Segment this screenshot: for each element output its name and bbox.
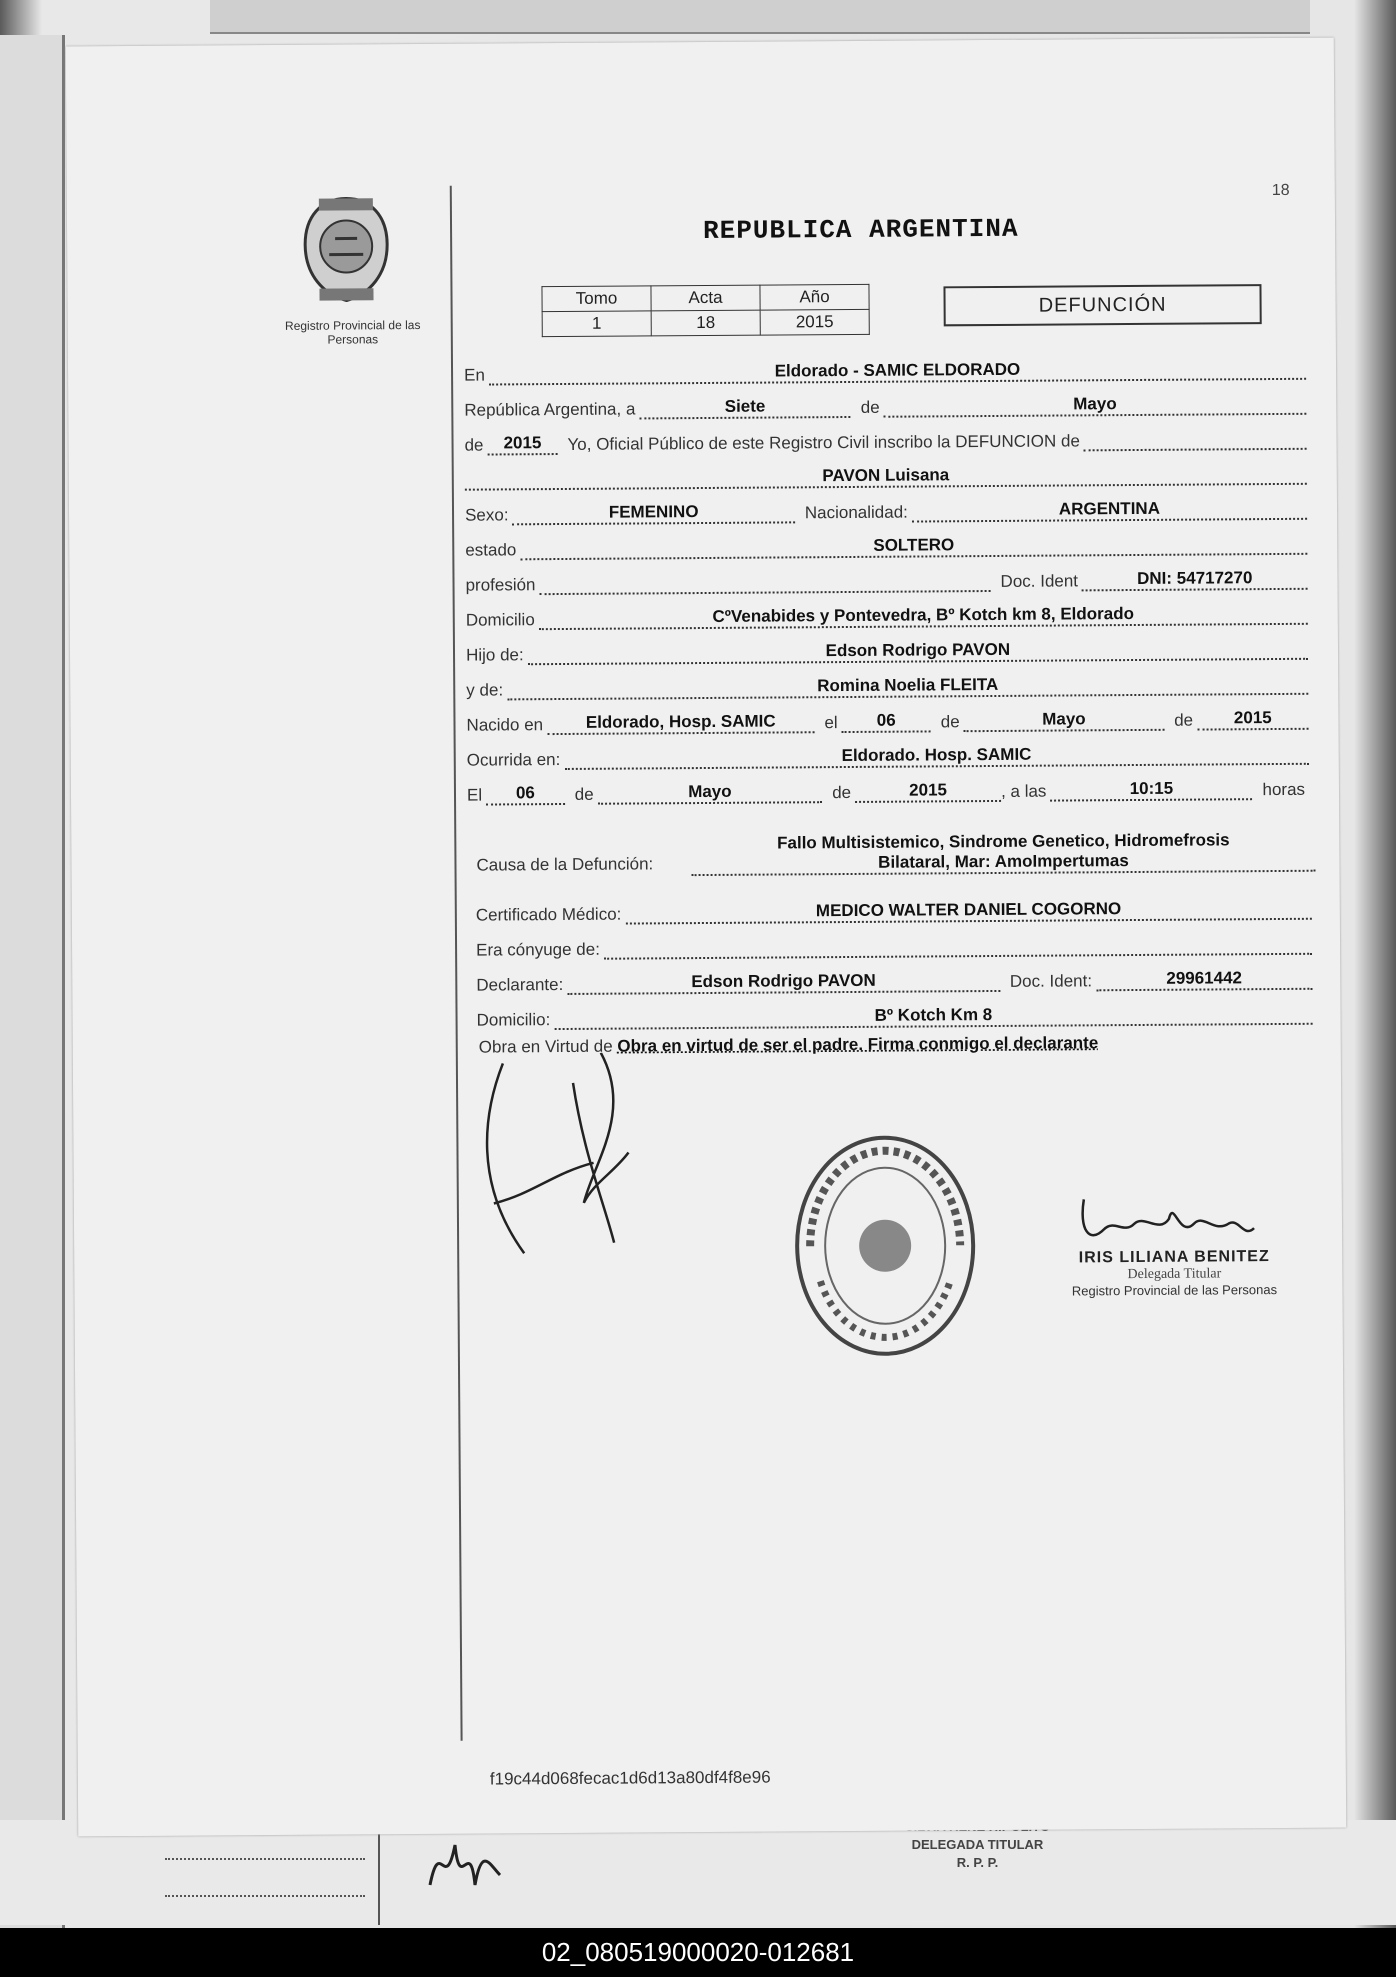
doc2-label: Doc. Ident:: [1009, 971, 1093, 991]
mes-value: Mayo: [884, 393, 1307, 418]
row-madre: [466, 671, 1308, 701]
row-nombre: [465, 461, 1307, 491]
def-el-label: El: [466, 785, 483, 805]
registrar-org: Registro Provincial de las Personas: [1071, 1282, 1278, 1299]
organization-name: Registro Provincial de las Personas: [284, 317, 421, 347]
domicilio-label: Domicilio: [465, 610, 535, 630]
certificado-label: Certificado Médico:: [475, 904, 622, 925]
registrar-signature: [1064, 1188, 1284, 1250]
de-label: de: [860, 397, 880, 417]
republica-label: República Argentina, a: [464, 399, 636, 420]
def-anio: 2015: [855, 780, 1001, 803]
page-number: 18: [1271, 181, 1290, 200]
conyuge-label: Era cónyuge de:: [476, 939, 600, 960]
alas-label: , a las: [1000, 781, 1047, 801]
document-hash: f19c44d068fecac1d6d13a80df4f8e96: [489, 1767, 771, 1789]
dotted-line: [165, 1858, 365, 1860]
signature-scribble: [420, 1825, 540, 1905]
causa-line-2: Bilataral, Mar: AmoImpertumas: [878, 851, 1129, 872]
anio-label: de: [464, 435, 484, 455]
causa-line-1: Fallo Multisistemico, Sindrome Genetico, Hidromefrosis: [777, 830, 1230, 853]
obra-value: Obra en virtud de ser el padre. Firma conmigo el declarante: [617, 1033, 1099, 1056]
dotted-line: [165, 1895, 365, 1897]
book-binding: [210, 0, 1310, 34]
nac-anio: 2015: [1197, 708, 1309, 731]
row-sexo: [465, 496, 1307, 526]
hora-value: 10:15: [1050, 778, 1252, 801]
ocurrida-label: Ocurrida en:: [466, 750, 561, 770]
yde-label: y de:: [466, 680, 504, 700]
doc2-value: 29961442: [1096, 968, 1312, 992]
certificado-value: MEDICO WALTER DANIEL COGORNO: [625, 898, 1312, 925]
scan-filename: 02_080519000020-012681: [0, 1928, 1396, 1977]
margin-rule: [378, 1820, 380, 1925]
causa-value: [691, 830, 1315, 876]
declarante-value: Edson Rodrigo PAVON: [567, 970, 1000, 995]
ocurrida-value: Eldorado. Hosp. SAMIC: [564, 743, 1309, 770]
delegation-stamp: [789, 1130, 981, 1361]
anio-value-field: 2015: [487, 433, 557, 455]
estado-value: SOLTERO: [520, 533, 1307, 560]
def-de2-label: de: [832, 782, 852, 803]
bottom-stamp-org: R. P. P.: [956, 1855, 999, 1870]
domicilio2-label: Domicilio:: [476, 1010, 551, 1030]
document-title: REPUBLICA ARGENTINA: [702, 213, 1019, 247]
def-mes: Mayo: [598, 781, 823, 805]
oficial-text: Yo, Oficial Público de este Registro Civil inscribo la DEFUNCION de: [567, 431, 1080, 454]
nombre-value: PAVON Luisana: [465, 463, 1307, 491]
record-type-box: DEFUNCIÓN: [943, 284, 1261, 326]
doc-value: DNI: 54717270: [1082, 568, 1308, 592]
tomo-value: 1: [542, 311, 651, 337]
row-domicilio: [466, 601, 1308, 631]
record-reference-table: [541, 284, 869, 337]
domicilio2-value: Bº Kotch Km 8: [554, 1003, 1312, 1030]
anio-header: Año: [760, 284, 869, 310]
en-value: Eldorado - SAMIC ELDORADO: [489, 358, 1306, 386]
profesion-label: profesión: [465, 575, 536, 595]
row-fecha: [464, 391, 1306, 421]
registrar-signature-block: [1034, 1188, 1315, 1299]
causa-label: Causa de la Defunción:: [476, 854, 654, 875]
death-certificate-page: [66, 38, 1346, 1837]
row-en: [464, 356, 1306, 386]
madre-value: Romina Noelia FLEITA: [507, 673, 1308, 701]
estado-label: estado: [465, 540, 517, 560]
province-seal-icon: [299, 194, 394, 305]
row-profesion: [465, 566, 1307, 596]
sexo-label: Sexo:: [464, 505, 509, 525]
dia-value: Siete: [639, 396, 850, 419]
row-nacimiento: [466, 706, 1308, 736]
nacionalidad-value: ARGENTINA: [912, 498, 1307, 523]
row-domicilio-declarante: [476, 1001, 1312, 1031]
nac-de1-label: de: [940, 712, 960, 732]
obra-label: Obra en Virtud de: [478, 1036, 613, 1057]
row-certificado: [476, 896, 1312, 926]
bottom-stamp-role: DELEGADA TITULAR: [911, 1837, 1044, 1852]
nacido-lugar: Eldorado, Hosp. SAMIC: [547, 711, 814, 735]
nac-mes: Mayo: [964, 709, 1165, 732]
margin-rule: [450, 186, 463, 1741]
registrar-role: Delegada Titular: [1127, 1266, 1222, 1283]
row-padre: [466, 636, 1308, 666]
left-page-edge: [0, 35, 65, 1935]
nacido-el-label: el: [824, 713, 838, 733]
oficial-fill: [1084, 448, 1307, 452]
def-dia: 06: [486, 783, 565, 806]
row-ocurrida: [467, 741, 1309, 771]
declarant-signature: [473, 1052, 675, 1273]
row-estado: [465, 531, 1307, 561]
row-conyuge: [476, 931, 1312, 961]
row-fecha-defuncion: [467, 776, 1309, 806]
anio-value: 2015: [760, 309, 869, 335]
en-label: En: [464, 365, 485, 385]
def-de1-label: de: [574, 784, 594, 804]
horas-label: horas: [1262, 779, 1306, 800]
conyuge-value: [604, 953, 1312, 960]
nac-de2-label: de: [1174, 710, 1194, 730]
doc-label: Doc. Ident: [1000, 571, 1079, 591]
sexo-value: FEMENINO: [512, 501, 794, 525]
hijo-label: Hijo de:: [465, 645, 524, 665]
registrar-name: IRIS LILIANA BENITEZ: [1078, 1248, 1270, 1267]
declarante-label: Declarante:: [476, 974, 564, 995]
profesion-value: [540, 590, 991, 595]
nacido-label: Nacido en: [466, 715, 544, 735]
padre-value: Edson Rodrigo PAVON: [528, 638, 1308, 665]
nacionalidad-label: Nacionalidad:: [804, 502, 908, 523]
row-declarante: [476, 966, 1312, 996]
domicilio-value: CºVenabides y Pontevedra, Bº Kotch km 8, Eldorado: [539, 603, 1308, 630]
row-oficial: [464, 426, 1306, 456]
next-page-edge: [0, 1820, 1396, 1925]
nac-dia: 06: [842, 710, 931, 733]
acta-value: 18: [651, 310, 760, 336]
tomo-header: Tomo: [542, 286, 651, 312]
acta-header: Acta: [651, 285, 760, 311]
